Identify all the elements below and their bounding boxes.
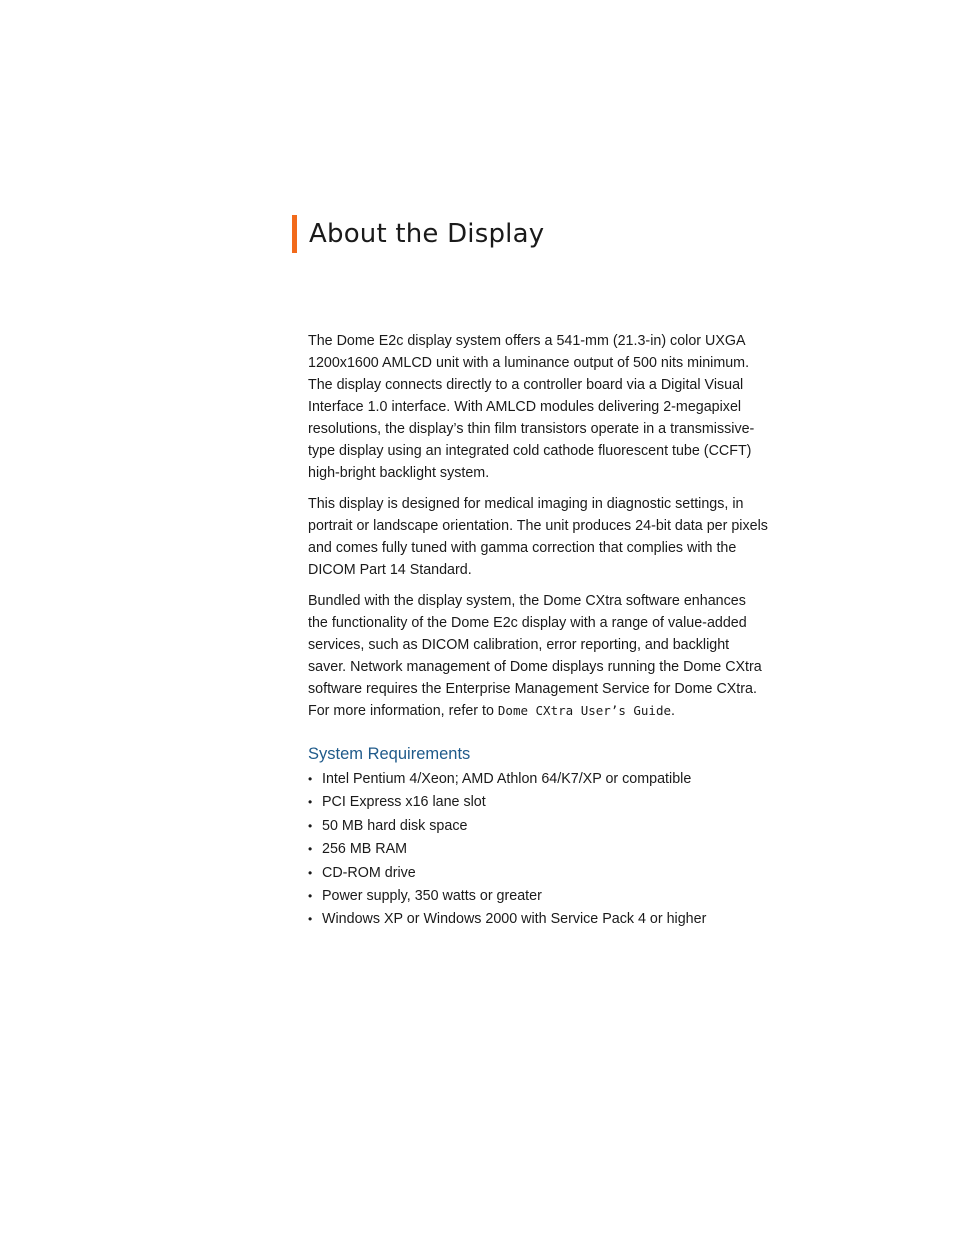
- bullet-icon: •: [308, 795, 313, 810]
- list-item: [308, 815, 768, 838]
- paragraph-software-end: .: [671, 703, 675, 719]
- title-accent-bar: [292, 215, 297, 253]
- list-item-text: 50 MB hard disk space: [322, 817, 468, 834]
- bullet-icon: •: [308, 772, 313, 786]
- list-item: [308, 885, 768, 908]
- paragraph-software-text: Bundled with the display system, the Dome CXtra software enhances the functionality of the Dome E2c display with a range of value-added services, such as DICOM calibration, error reporting, and backlight saver. Network management of Dome displays running the Dome CXtra software requires the Enterprise Management Service for Dome CXtra. For more information, refer to: [308, 593, 762, 719]
- bullet-icon: •: [308, 912, 313, 927]
- list-item: [308, 768, 768, 791]
- paragraph-software: [308, 590, 768, 722]
- title-block: [292, 214, 544, 254]
- list-item-text: CD-ROM drive: [322, 864, 416, 881]
- paragraph-usage: This display is designed for medical imaging in diagnostic settings, in portrait or landscape orientation. The unit produces 24-bit data per pixels and comes fully tuned with gamma correction that complies with the DICOM Part 14 Standard.: [308, 496, 768, 578]
- page-title: About the Display: [309, 219, 545, 249]
- list-item: [308, 791, 768, 814]
- bullet-icon: •: [308, 889, 313, 904]
- list-item: [308, 862, 768, 885]
- list-item-text: Intel Pentium 4/Xeon; AMD Athlon 64/K7/XP or compatible: [322, 771, 692, 787]
- bullet-icon: •: [308, 865, 313, 880]
- paragraph-intro: The Dome E2c display system offers a 541-mm (21.3-in) color UXGA 1200x1600 AMLCD unit with a luminance output of 500 nits minimum. The display connects directly to a controller board via a Digital Visual Interface 1.0 interface. With AMLCD modules delivering 2-megapixel resolutions, the display’s thin film transistors operate in a transmissive-type display using an integrated cold cathode fluorescent tube (CCFT) high-bright backlight system.: [308, 333, 755, 481]
- list-item-text: Power supply, 350 watts or greater: [322, 888, 542, 905]
- list-item-text: PCI Express x16 lane slot: [322, 794, 486, 811]
- list-item-text: Windows XP or Windows 2000 with Service Pack 4 or higher: [322, 911, 707, 928]
- bullet-icon: •: [308, 818, 313, 833]
- system-requirements-heading: System Requirements: [308, 745, 471, 763]
- list-item: [308, 838, 768, 861]
- body-content: [308, 330, 768, 932]
- bullet-icon: •: [308, 842, 313, 857]
- requirements-list: [308, 768, 768, 932]
- list-item: [308, 908, 768, 931]
- list-item-text: 256 MB RAM: [322, 841, 408, 858]
- guide-reference: Dome CXtra User’s Guide: [497, 703, 671, 718]
